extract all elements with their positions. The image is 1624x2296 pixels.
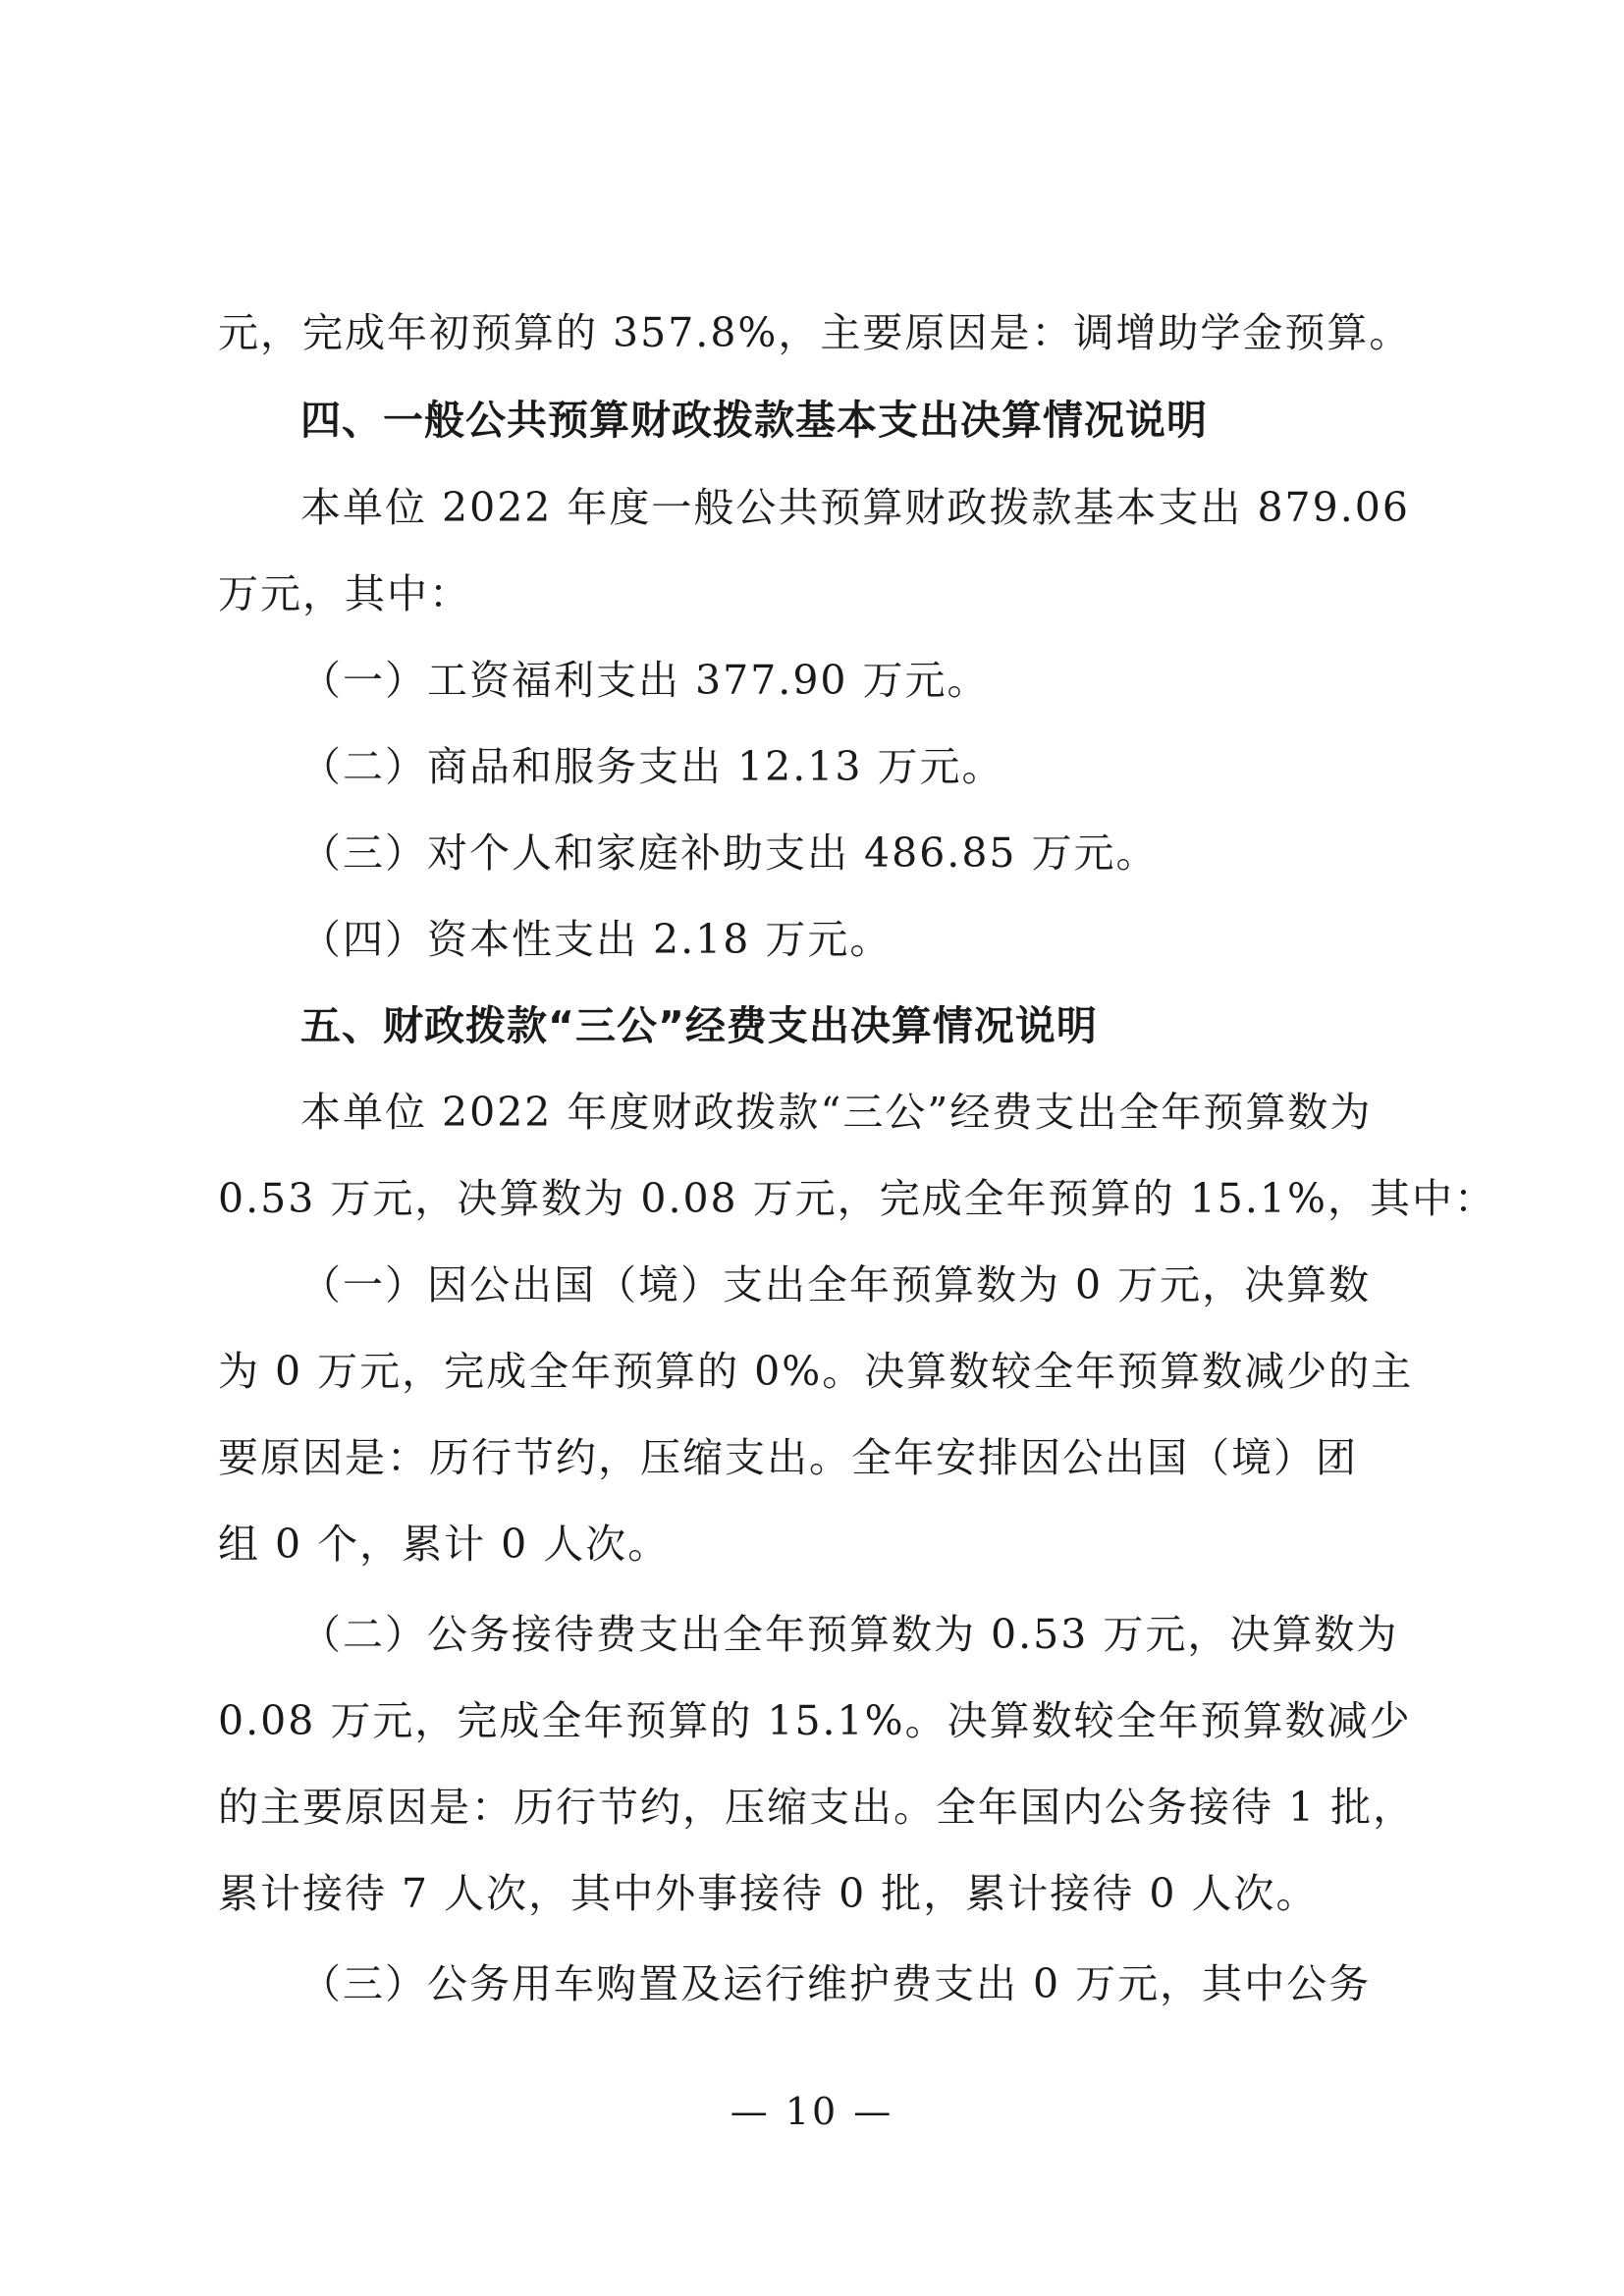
paragraph-line: 元，完成年初预算的 357.8%，主要原因是：调增助学金预算。 [218,309,1412,356]
section-heading-4: 四、一般公共预算财政拨款基本支出决算情况说明 [300,397,1208,444]
list-item: （一）工资福利支出 377.90 万元。 [300,657,990,704]
paragraph-line: 本单位 2022 年度财政拨款“三公”经费支出全年预算数为 [300,1089,1373,1136]
paragraph-line: 本单位 2022 年度一般公共预算财政拨款基本支出 879.06 [300,484,1410,531]
paragraph-line: 0.08 万元，完成全年预算的 15.1%。决算数较全年预算数减少 [218,1697,1412,1744]
paragraph-line: （一）因公出国（境）支出全年预算数为 0 万元，决算数 [300,1261,1372,1308]
paragraph-line: （二）公务接待费支出全年预算数为 0.53 万元，决算数为 [300,1611,1399,1658]
paragraph-line: 要原因是：历行节约，压缩支出。全年安排因公出国（境）团 [218,1434,1358,1481]
paragraph-line: 0.53 万元，决算数为 0.08 万元，完成全年预算的 15.1%，其中： [218,1175,1496,1222]
paragraph-line: 的主要原因是：历行节约，压缩支出。全年国内公务接待 1 批， [218,1784,1416,1831]
paragraph-line: 组 0 个，累计 0 人次。 [218,1521,671,1568]
paragraph-line: 累计接待 7 人次，其中外事接待 0 批，累计接待 0 人次。 [218,1870,1319,1917]
paragraph-line: （三）公务用车购置及运行维护费支出 0 万元，其中公务 [300,1960,1372,2007]
list-item: （二）商品和服务支出 12.13 万元。 [300,743,1004,790]
paragraph-line: 为 0 万元，完成全年预算的 0%。决算数较全年预算数减少的主 [218,1348,1414,1395]
paragraph-line: 万元，其中： [218,570,471,617]
section-heading-5: 五、财政拨款“三公”经费支出决算情况说明 [300,1002,1098,1049]
list-item: （三）对个人和家庭补助支出 486.85 万元。 [300,829,1159,877]
list-item: （四）资本性支出 2.18 万元。 [300,916,893,963]
page-number: — 10 — [730,2090,894,2133]
